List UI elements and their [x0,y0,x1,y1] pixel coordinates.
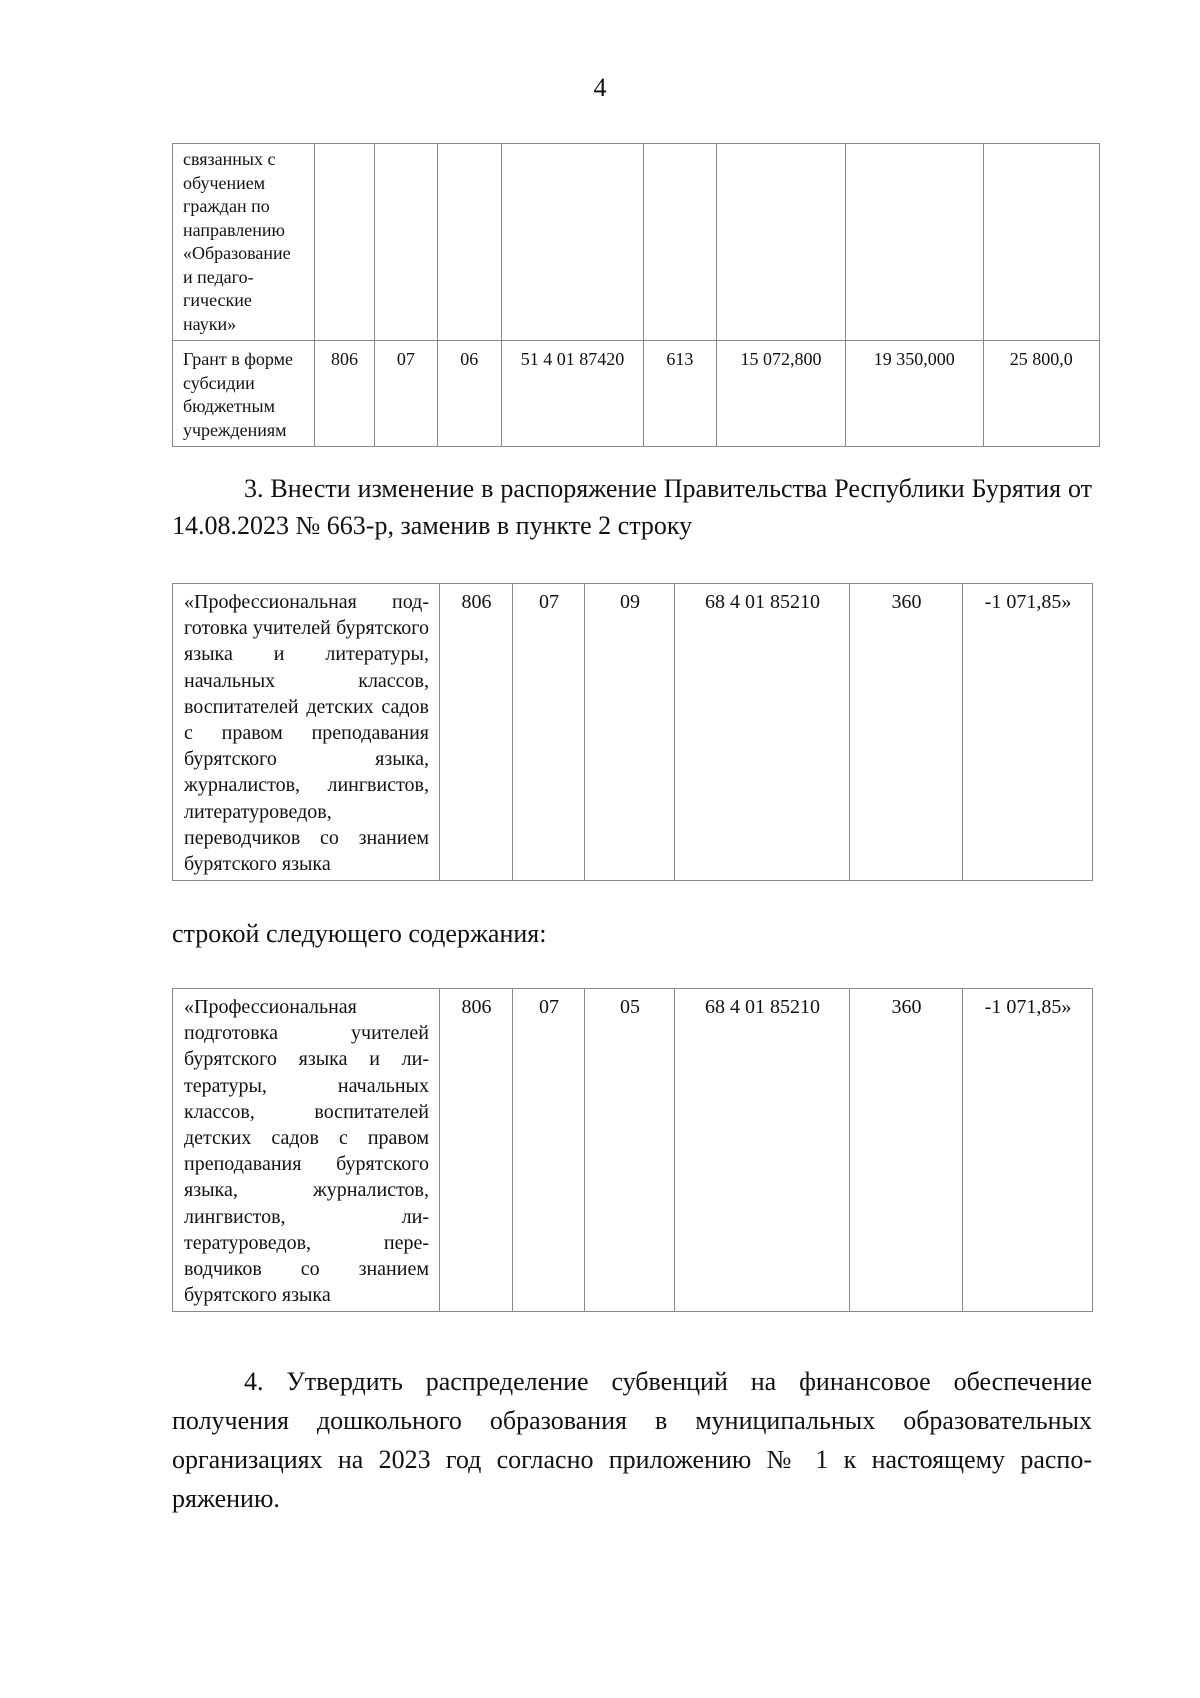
table-cell-subsection: 05 [585,989,675,1312]
table-cell-ministry-code: 806 [314,341,374,447]
table-cell-expense-type: 360 [850,584,963,881]
table-cell [845,144,983,341]
table-cell [375,144,437,341]
table-row [173,341,1100,447]
table-cell-target-article: 68 4 01 85210 [675,989,850,1312]
budget-table-continuation [172,143,1100,447]
table-cell-amount-2: 19 350,000 [845,341,983,447]
table-cell-section: 07 [513,989,585,1312]
table-cell-subsection: 06 [437,341,502,447]
table-cell-name: Грант в форме субсидии бюджетным учреждениям [173,341,315,447]
table-cell [437,144,502,341]
table-cell [983,144,1099,341]
new-row-table [172,988,1093,1312]
table-cell [502,144,644,341]
intro-text: строкой следующего содержания: [172,919,547,948]
page-number: 4 [593,73,607,102]
table-row [173,584,1093,881]
table-cell-amount-3: 25 800,0 [983,341,1099,447]
table-row [173,144,1100,341]
replaced-row-table [172,583,1093,881]
table-cell-expense-type: 360 [850,989,963,1312]
table-cell-target-article: 51 4 01 87420 [502,341,644,447]
table-cell [643,144,716,341]
table-cell-amount: -1 071,85» [963,989,1093,1312]
table-cell-section: 07 [375,341,437,447]
paragraph-3: 3. Внести изменение в распоряжение Правительства Республики Бурятия от 14.08.2023 № 663-р, заменив в пункте 2 строку [172,474,1092,540]
table-cell-amount: -1 071,85» [963,584,1093,881]
table-cell-expense-type: 613 [643,341,716,447]
table-cell [716,144,845,341]
table-cell-name: «Профессиональная подготовка учителей бурятского языка и литературы, начальных классов, воспитателей детских садов с правом преподавания бурятского языка, журналистов, лингвистов, литературоведов, переводчиков со знанием бурятского языка [173,584,440,881]
table-cell [314,144,374,341]
paragraph-4: 4. Утвердить распределение субвенций на финансовое обеспечение получения дошкольного образования в муниципальных образовательных организациях на 2023 год согласно приложению № 1 к настоящему распоряжению. [172,1367,1092,1513]
table-cell-name: «Профессиональная подготовка учителей бурятского языка и литературы, начальных классов, воспитателей детских садов с правом преподавания бурятского языка, журналистов, лингвистов, литературоведов, переводчиков со знанием бурятского языка [173,989,440,1312]
table-cell-name: связанных с обучением граждан по направлению «Образование и педагогические науки» [173,144,315,341]
table-cell-subsection: 09 [585,584,675,881]
table-cell-ministry-code: 806 [440,584,513,881]
table-cell-ministry-code: 806 [440,989,513,1312]
table-row [173,989,1093,1312]
table-cell-amount-1: 15 072,800 [716,341,845,447]
table-cell-target-article: 68 4 01 85210 [675,584,850,881]
table-cell-section: 07 [513,584,585,881]
